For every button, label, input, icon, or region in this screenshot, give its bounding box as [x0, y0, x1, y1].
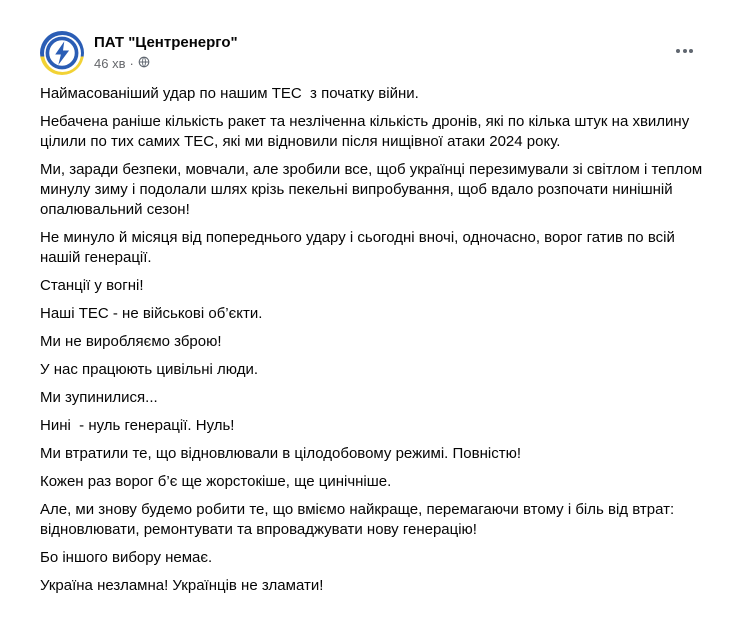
post-paragraph: Станції у вогні!	[40, 277, 144, 294]
post-paragraph: Ми втратили те, що відновлювали в цілодобовому режимі. Повністю!	[40, 445, 521, 462]
more-options-icon	[676, 49, 680, 53]
page-avatar[interactable]	[40, 31, 84, 75]
post-paragraph: Ми не виробляємо зброю!	[40, 333, 222, 350]
post-paragraph: У нас працюють цивільні люди.	[40, 361, 259, 378]
post-paragraph: Не минуло й місяця від попереднього удару і сьогодні вночі, одночасно, ворог гатив по всій нашій генерації.	[40, 229, 679, 266]
post-paragraph: Наші ТЕС - не військові об’єкти.	[40, 305, 263, 322]
post-meta-line	[94, 55, 713, 72]
page-name-link[interactable]: ПАТ "Центренерго"	[94, 34, 238, 51]
post-paragraph: Ми, заради безпеки, мовчали, але зробили все, щоб українці перезимували зі світлом і теплом минулу зиму і подолали шлях крізь пекельні випробування, щоб вдало розпочати нинішній опалювальний сезон!	[40, 161, 707, 218]
post-paragraph: Але, ми знову будемо робити те, що вміємо найкраще, перемагаючи втому і біль від втрат: відновлювати, ремонтувати та впроваджувати нову генерацію!	[40, 501, 679, 538]
more-options-button[interactable]	[670, 43, 699, 59]
post-paragraph: Бо іншого вибору немає.	[40, 549, 213, 566]
globe-icon	[138, 56, 150, 72]
post-paragraph: Кожен раз ворог б’є ще жорстокіше, ще цинічніше.	[40, 473, 392, 490]
avatar-inner-circle	[44, 35, 81, 72]
post-paragraph: Україна незламна! Українців не зламати!	[40, 577, 324, 594]
post-paragraph: Нині - нуль генерації. Нуль!	[40, 417, 235, 434]
post-header-meta	[94, 31, 713, 72]
post-body-text	[40, 84, 713, 596]
post-header	[40, 31, 713, 75]
post-paragraph: Наймасованіший удар по нашим ТЕС з початку війни.	[40, 85, 419, 102]
post-paragraph: Небачена раніше кількість ракет та незліченна кількість дронів, які по кілька штук на хвилину цілили по тих самих ТЕС, які ми відновили після нищівної атаки 2024 року.	[40, 113, 694, 150]
lightning-bolt-icon	[45, 36, 79, 70]
meta-separator: ·	[129, 55, 134, 71]
post-timestamp[interactable]: 46 хв	[94, 55, 126, 71]
post-paragraph: Ми зупинилися...	[40, 389, 158, 406]
